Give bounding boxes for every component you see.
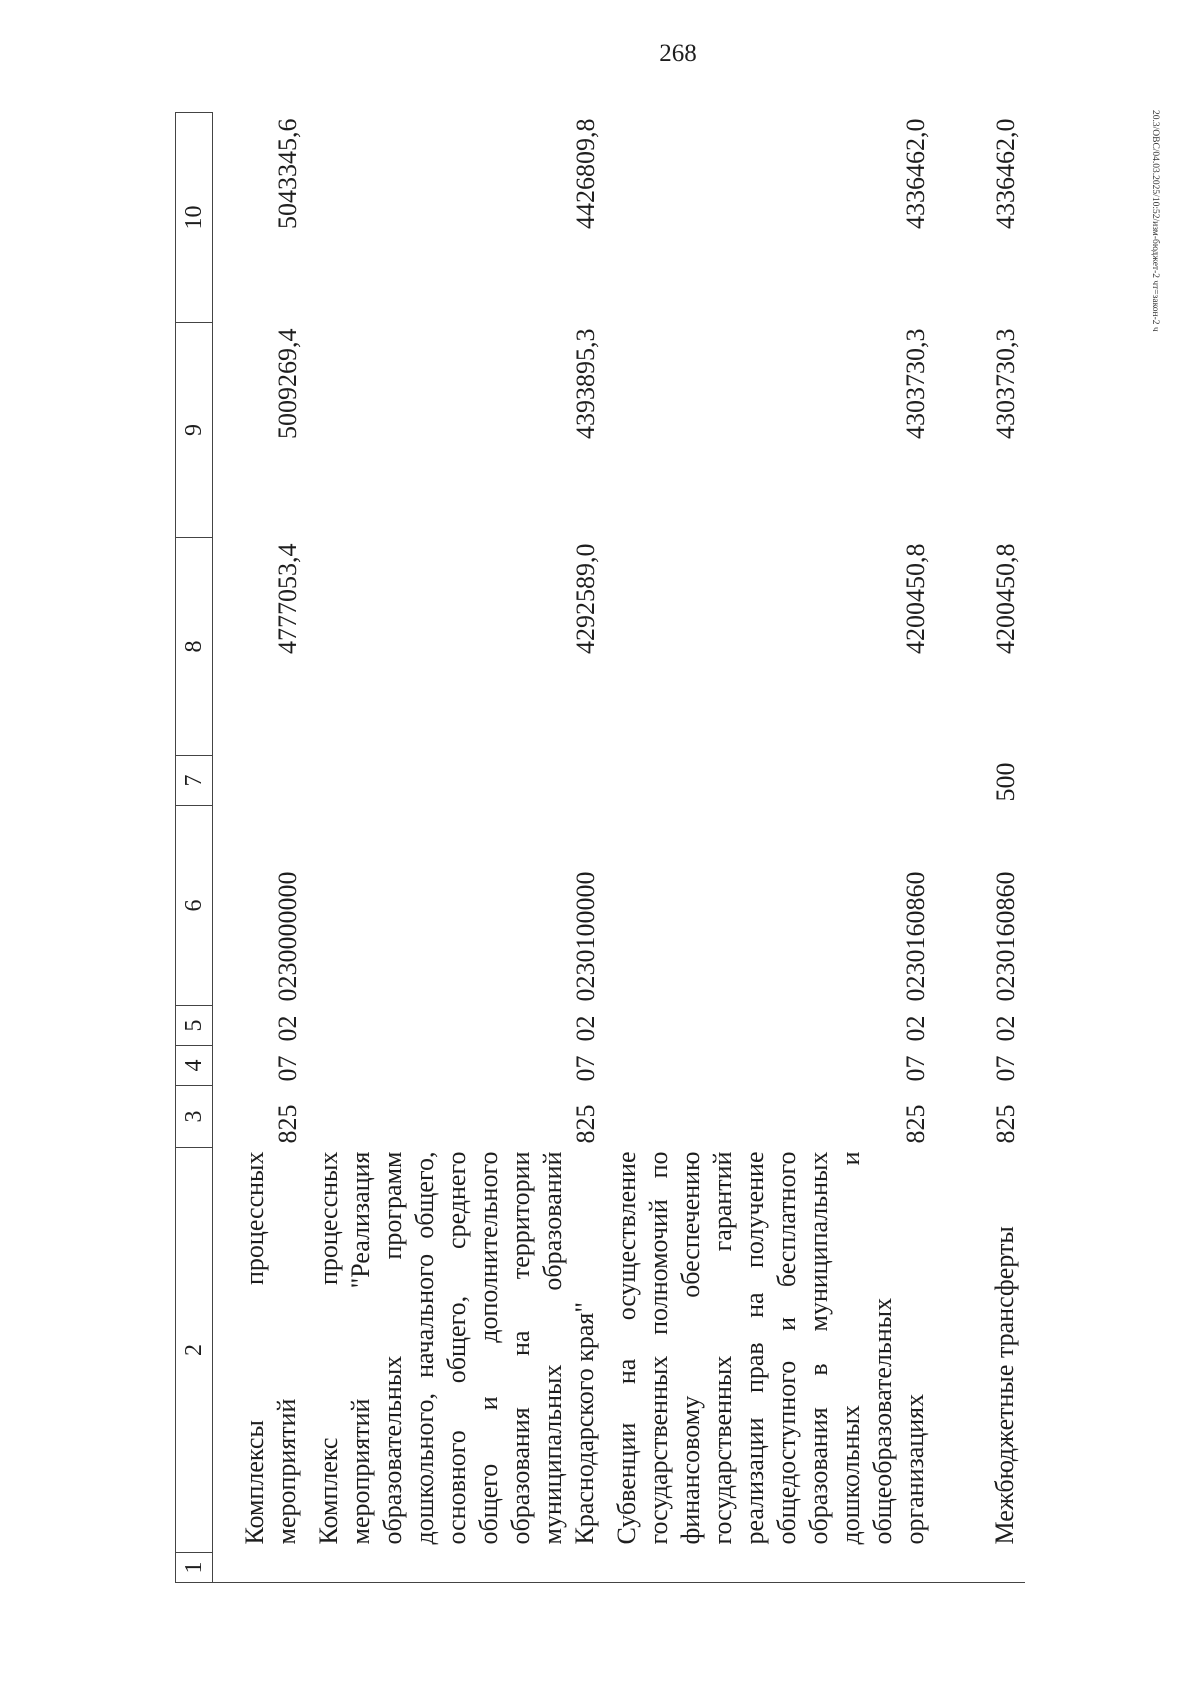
table-cell <box>213 756 308 806</box>
table-cell: 07 <box>273 1055 302 1082</box>
table-cell <box>307 1553 605 1583</box>
column-header: 5 <box>176 1006 213 1046</box>
table-row <box>213 113 308 1583</box>
table-cell: 02 <box>901 1015 930 1042</box>
table-cell: 5009269,4 <box>273 328 302 439</box>
column-header: 1 <box>176 1553 213 1583</box>
column-header: 7 <box>176 756 213 806</box>
table-cell: 0230100000 <box>571 871 600 1002</box>
table-cell: 07 <box>571 1055 600 1082</box>
table-cell: 0230000000 <box>273 871 302 1002</box>
table-row <box>935 113 1025 1583</box>
table-cell: 07 <box>901 1055 930 1082</box>
column-header: 4 <box>176 1046 213 1086</box>
table-cell: 4336462,0 <box>901 118 930 229</box>
table-cell: 02 <box>571 1015 600 1042</box>
column-header: 10 <box>176 113 213 323</box>
table-row <box>307 113 605 1583</box>
table-row <box>605 113 935 1583</box>
row-name: Комплексы процессных мероприятий <box>240 1151 301 1545</box>
table-cell <box>307 756 605 806</box>
table-cell: 825 <box>901 1104 930 1144</box>
row-name: Комплекс процессных мероприятий "Реализация образовательных программ дошкольного, начального общего, основного общего, среднего общего и дополнительного образования на территории муниципальных образований Краснодарского края" <box>314 1151 599 1545</box>
rotated-page-content <box>175 113 1055 1583</box>
table-cell: 4777053,4 <box>273 543 302 654</box>
table-cell <box>605 1553 935 1583</box>
table-header-row <box>176 113 213 1583</box>
table-cell: 500 <box>991 762 1020 802</box>
table-cell: 4393895,3 <box>571 328 600 439</box>
footer-code: 20.3/ОВС/04.03.2025/10:52/изм-бюджет-2 чт=закон-2 ч <box>1150 110 1160 332</box>
row-name: Межбюджетные трансферты <box>990 1226 1019 1545</box>
table-cell: 4303730,3 <box>901 328 930 439</box>
table-cell <box>605 756 935 806</box>
table-cell <box>213 1553 308 1583</box>
row-name: Субвенции на осуществление государственных полномочий по финансовому обеспечению государственных гарантий реализации прав на получение общедоступного и бесплатного образования в муниципальных дошкольных и общеобразовательных организациях <box>612 1151 929 1545</box>
table-cell <box>935 1553 1025 1583</box>
table-cell: 5043345,6 <box>273 118 302 229</box>
table-cell: 07 <box>991 1055 1020 1082</box>
table-cell: 02 <box>991 1015 1020 1042</box>
table-cell: 825 <box>991 1104 1020 1144</box>
column-header: 9 <box>176 323 213 538</box>
table-cell: 02 <box>273 1015 302 1042</box>
table-cell: 4426809,8 <box>571 118 600 229</box>
column-header: 8 <box>176 538 213 756</box>
column-header: 3 <box>176 1086 213 1148</box>
table-cell: 825 <box>571 1104 600 1144</box>
column-header: 6 <box>176 806 213 1006</box>
column-header: 2 <box>176 1148 213 1553</box>
table-cell: 4303730,3 <box>991 328 1020 439</box>
table-cell: 4200450,8 <box>901 543 930 654</box>
table-cell: 4292589,0 <box>571 543 600 654</box>
table-cell: 4336462,0 <box>991 118 1020 229</box>
table-cell: 825 <box>273 1104 302 1144</box>
budget-table <box>175 112 1025 1583</box>
page-number: 268 <box>659 40 697 67</box>
table-cell: 0230160860 <box>901 871 930 1002</box>
table-cell: 0230160860 <box>991 871 1020 1002</box>
table-cell: 4200450,8 <box>991 543 1020 654</box>
